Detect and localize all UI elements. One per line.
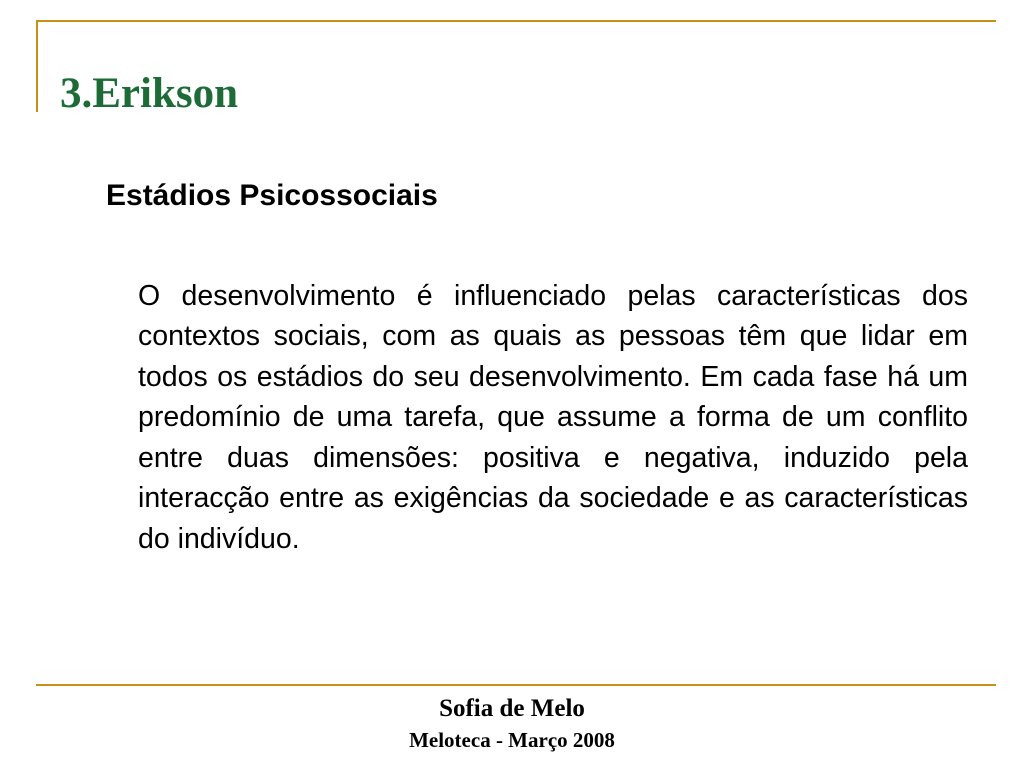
content-subtitle: Estádios Psicossociais [106,179,438,212]
bottom-divider-line [36,684,996,686]
content-paragraph: O desenvolvimento é influenciado pelas características dos contextos sociais, com as quais as pessoas têm que lidar em todos os estádios do seu desenvolvimento. Em cada fase há um predomínio de uma tarefa, que assume a forma de um conflito entre duas dimensões: positiva e negativa, induzido pela interacção entre as exigências da sociedade e as características do indivíduo. [138,280,968,555]
slide-footer [0,693,1024,754]
footer-source: Meloteca - Março 2008 [409,727,615,752]
footer-author: Sofia de Melo [439,695,585,723]
top-divider-line [36,20,996,22]
slide-content [106,178,968,559]
slide-title: 3.Erikson [60,69,239,117]
left-divider-line [36,20,38,112]
